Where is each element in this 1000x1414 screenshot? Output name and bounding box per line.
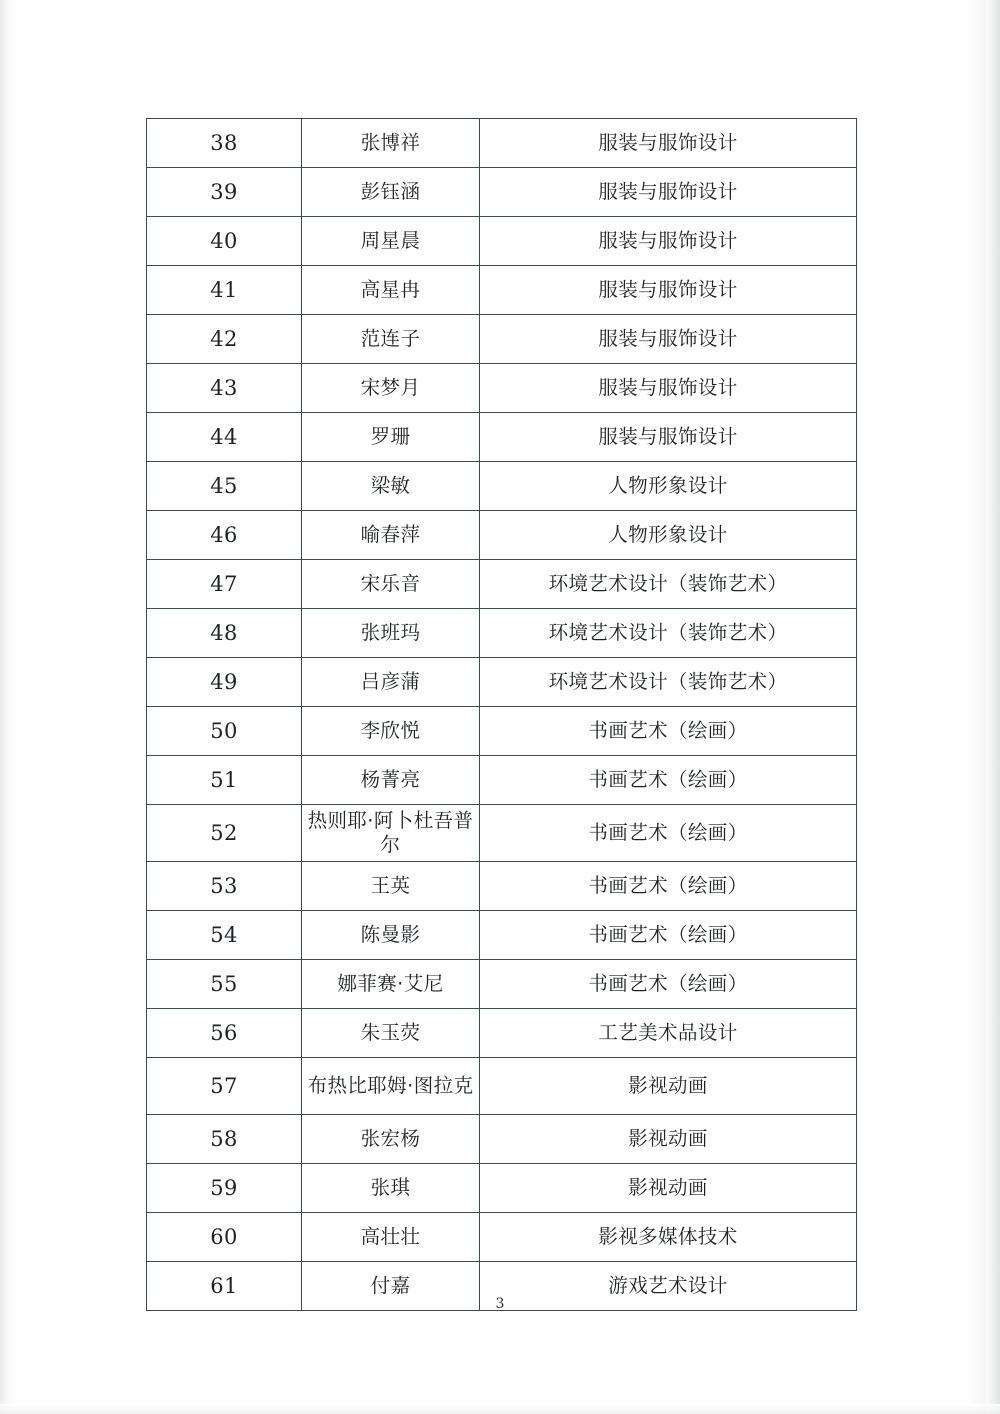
roster-table xyxy=(146,118,857,1311)
row-name-cell: 梁敏 xyxy=(302,462,480,511)
row-program-cell: 服装与服饰设计 xyxy=(480,168,857,217)
row-program-cell: 服装与服饰设计 xyxy=(480,217,857,266)
row-name-cell: 热则耶·阿卜杜吾普尔 xyxy=(302,805,480,862)
table-row xyxy=(147,168,857,217)
scan-edge-bottom xyxy=(0,1404,1000,1414)
table-row xyxy=(147,560,857,609)
table-row xyxy=(147,960,857,1009)
table-row xyxy=(147,119,857,168)
row-index-cell: 41 xyxy=(147,266,302,315)
row-program-cell: 服装与服饰设计 xyxy=(480,364,857,413)
row-name-cell: 李欣悦 xyxy=(302,707,480,756)
row-program-cell: 服装与服饰设计 xyxy=(480,315,857,364)
row-program-cell: 影视动画 xyxy=(480,1058,857,1115)
row-name-cell: 彭钰涵 xyxy=(302,168,480,217)
row-name-cell: 张博祥 xyxy=(302,119,480,168)
table-row xyxy=(147,511,857,560)
row-name-cell: 付嘉 xyxy=(302,1262,480,1311)
roster-table-body xyxy=(147,119,857,1311)
row-index-cell: 47 xyxy=(147,560,302,609)
row-index-cell: 48 xyxy=(147,609,302,658)
row-program-cell: 影视动画 xyxy=(480,1115,857,1164)
row-program-cell: 服装与服饰设计 xyxy=(480,413,857,462)
row-name-cell: 罗珊 xyxy=(302,413,480,462)
row-index-cell: 44 xyxy=(147,413,302,462)
row-index-cell: 56 xyxy=(147,1009,302,1058)
row-program-cell: 人物形象设计 xyxy=(480,511,857,560)
table-row xyxy=(147,756,857,805)
row-index-cell: 61 xyxy=(147,1262,302,1311)
row-program-cell: 影视多媒体技术 xyxy=(480,1213,857,1262)
row-index-cell: 53 xyxy=(147,862,302,911)
row-program-cell: 书画艺术（绘画） xyxy=(480,756,857,805)
table-row xyxy=(147,315,857,364)
row-index-cell: 45 xyxy=(147,462,302,511)
scan-edge-left xyxy=(0,0,10,1414)
row-name-cell: 朱玉荧 xyxy=(302,1009,480,1058)
row-index-cell: 59 xyxy=(147,1164,302,1213)
row-name-cell: 宋梦月 xyxy=(302,364,480,413)
table-row xyxy=(147,1009,857,1058)
row-program-cell: 书画艺术（绘画） xyxy=(480,805,857,862)
row-name-cell: 杨菁亮 xyxy=(302,756,480,805)
row-program-cell: 书画艺术（绘画） xyxy=(480,960,857,1009)
row-program-cell: 游戏艺术设计 xyxy=(480,1262,857,1311)
scan-edge-right xyxy=(986,0,1000,1414)
row-program-cell: 影视动画 xyxy=(480,1164,857,1213)
table-row xyxy=(147,862,857,911)
row-name-cell: 高星冉 xyxy=(302,266,480,315)
row-program-cell: 人物形象设计 xyxy=(480,462,857,511)
table-row xyxy=(147,707,857,756)
row-name-cell: 范连子 xyxy=(302,315,480,364)
row-index-cell: 54 xyxy=(147,911,302,960)
table-row xyxy=(147,1058,857,1115)
row-name-cell: 周星晨 xyxy=(302,217,480,266)
row-index-cell: 40 xyxy=(147,217,302,266)
row-index-cell: 42 xyxy=(147,315,302,364)
row-name-cell: 宋乐音 xyxy=(302,560,480,609)
row-program-cell: 服装与服饰设计 xyxy=(480,119,857,168)
row-index-cell: 57 xyxy=(147,1058,302,1115)
table-row xyxy=(147,1213,857,1262)
row-index-cell: 51 xyxy=(147,756,302,805)
table-row xyxy=(147,805,857,862)
row-name-cell: 吕彦蒲 xyxy=(302,658,480,707)
row-name-cell: 张宏杨 xyxy=(302,1115,480,1164)
table-row xyxy=(147,911,857,960)
row-name-cell: 陈曼影 xyxy=(302,911,480,960)
row-program-cell: 环境艺术设计（装饰艺术） xyxy=(480,560,857,609)
row-name-cell: 张班玛 xyxy=(302,609,480,658)
table-row xyxy=(147,364,857,413)
row-name-cell: 高壮壮 xyxy=(302,1213,480,1262)
table-row xyxy=(147,462,857,511)
row-index-cell: 49 xyxy=(147,658,302,707)
row-name-cell: 布热比耶姆·图拉克 xyxy=(302,1058,480,1115)
row-program-cell: 环境艺术设计（装饰艺术） xyxy=(480,609,857,658)
row-index-cell: 52 xyxy=(147,805,302,862)
table-row xyxy=(147,609,857,658)
row-name-cell: 张琪 xyxy=(302,1164,480,1213)
row-name-cell: 王英 xyxy=(302,862,480,911)
row-index-cell: 39 xyxy=(147,168,302,217)
row-program-cell: 环境艺术设计（装饰艺术） xyxy=(480,658,857,707)
row-name-cell: 喻春萍 xyxy=(302,511,480,560)
row-index-cell: 60 xyxy=(147,1213,302,1262)
table-row xyxy=(147,266,857,315)
page-number: 3 xyxy=(495,1296,505,1312)
row-index-cell: 50 xyxy=(147,707,302,756)
row-index-cell: 38 xyxy=(147,119,302,168)
row-program-cell: 工艺美术品设计 xyxy=(480,1009,857,1058)
row-program-cell: 书画艺术（绘画） xyxy=(480,911,857,960)
table-row xyxy=(147,1164,857,1213)
row-index-cell: 55 xyxy=(147,960,302,1009)
row-program-cell: 服装与服饰设计 xyxy=(480,266,857,315)
table-row xyxy=(147,1115,857,1164)
table-row xyxy=(147,658,857,707)
row-name-cell: 娜菲赛·艾尼 xyxy=(302,960,480,1009)
row-index-cell: 46 xyxy=(147,511,302,560)
table-row xyxy=(147,413,857,462)
row-index-cell: 58 xyxy=(147,1115,302,1164)
row-program-cell: 书画艺术（绘画） xyxy=(480,862,857,911)
row-program-cell: 书画艺术（绘画） xyxy=(480,707,857,756)
row-index-cell: 43 xyxy=(147,364,302,413)
table-row xyxy=(147,217,857,266)
